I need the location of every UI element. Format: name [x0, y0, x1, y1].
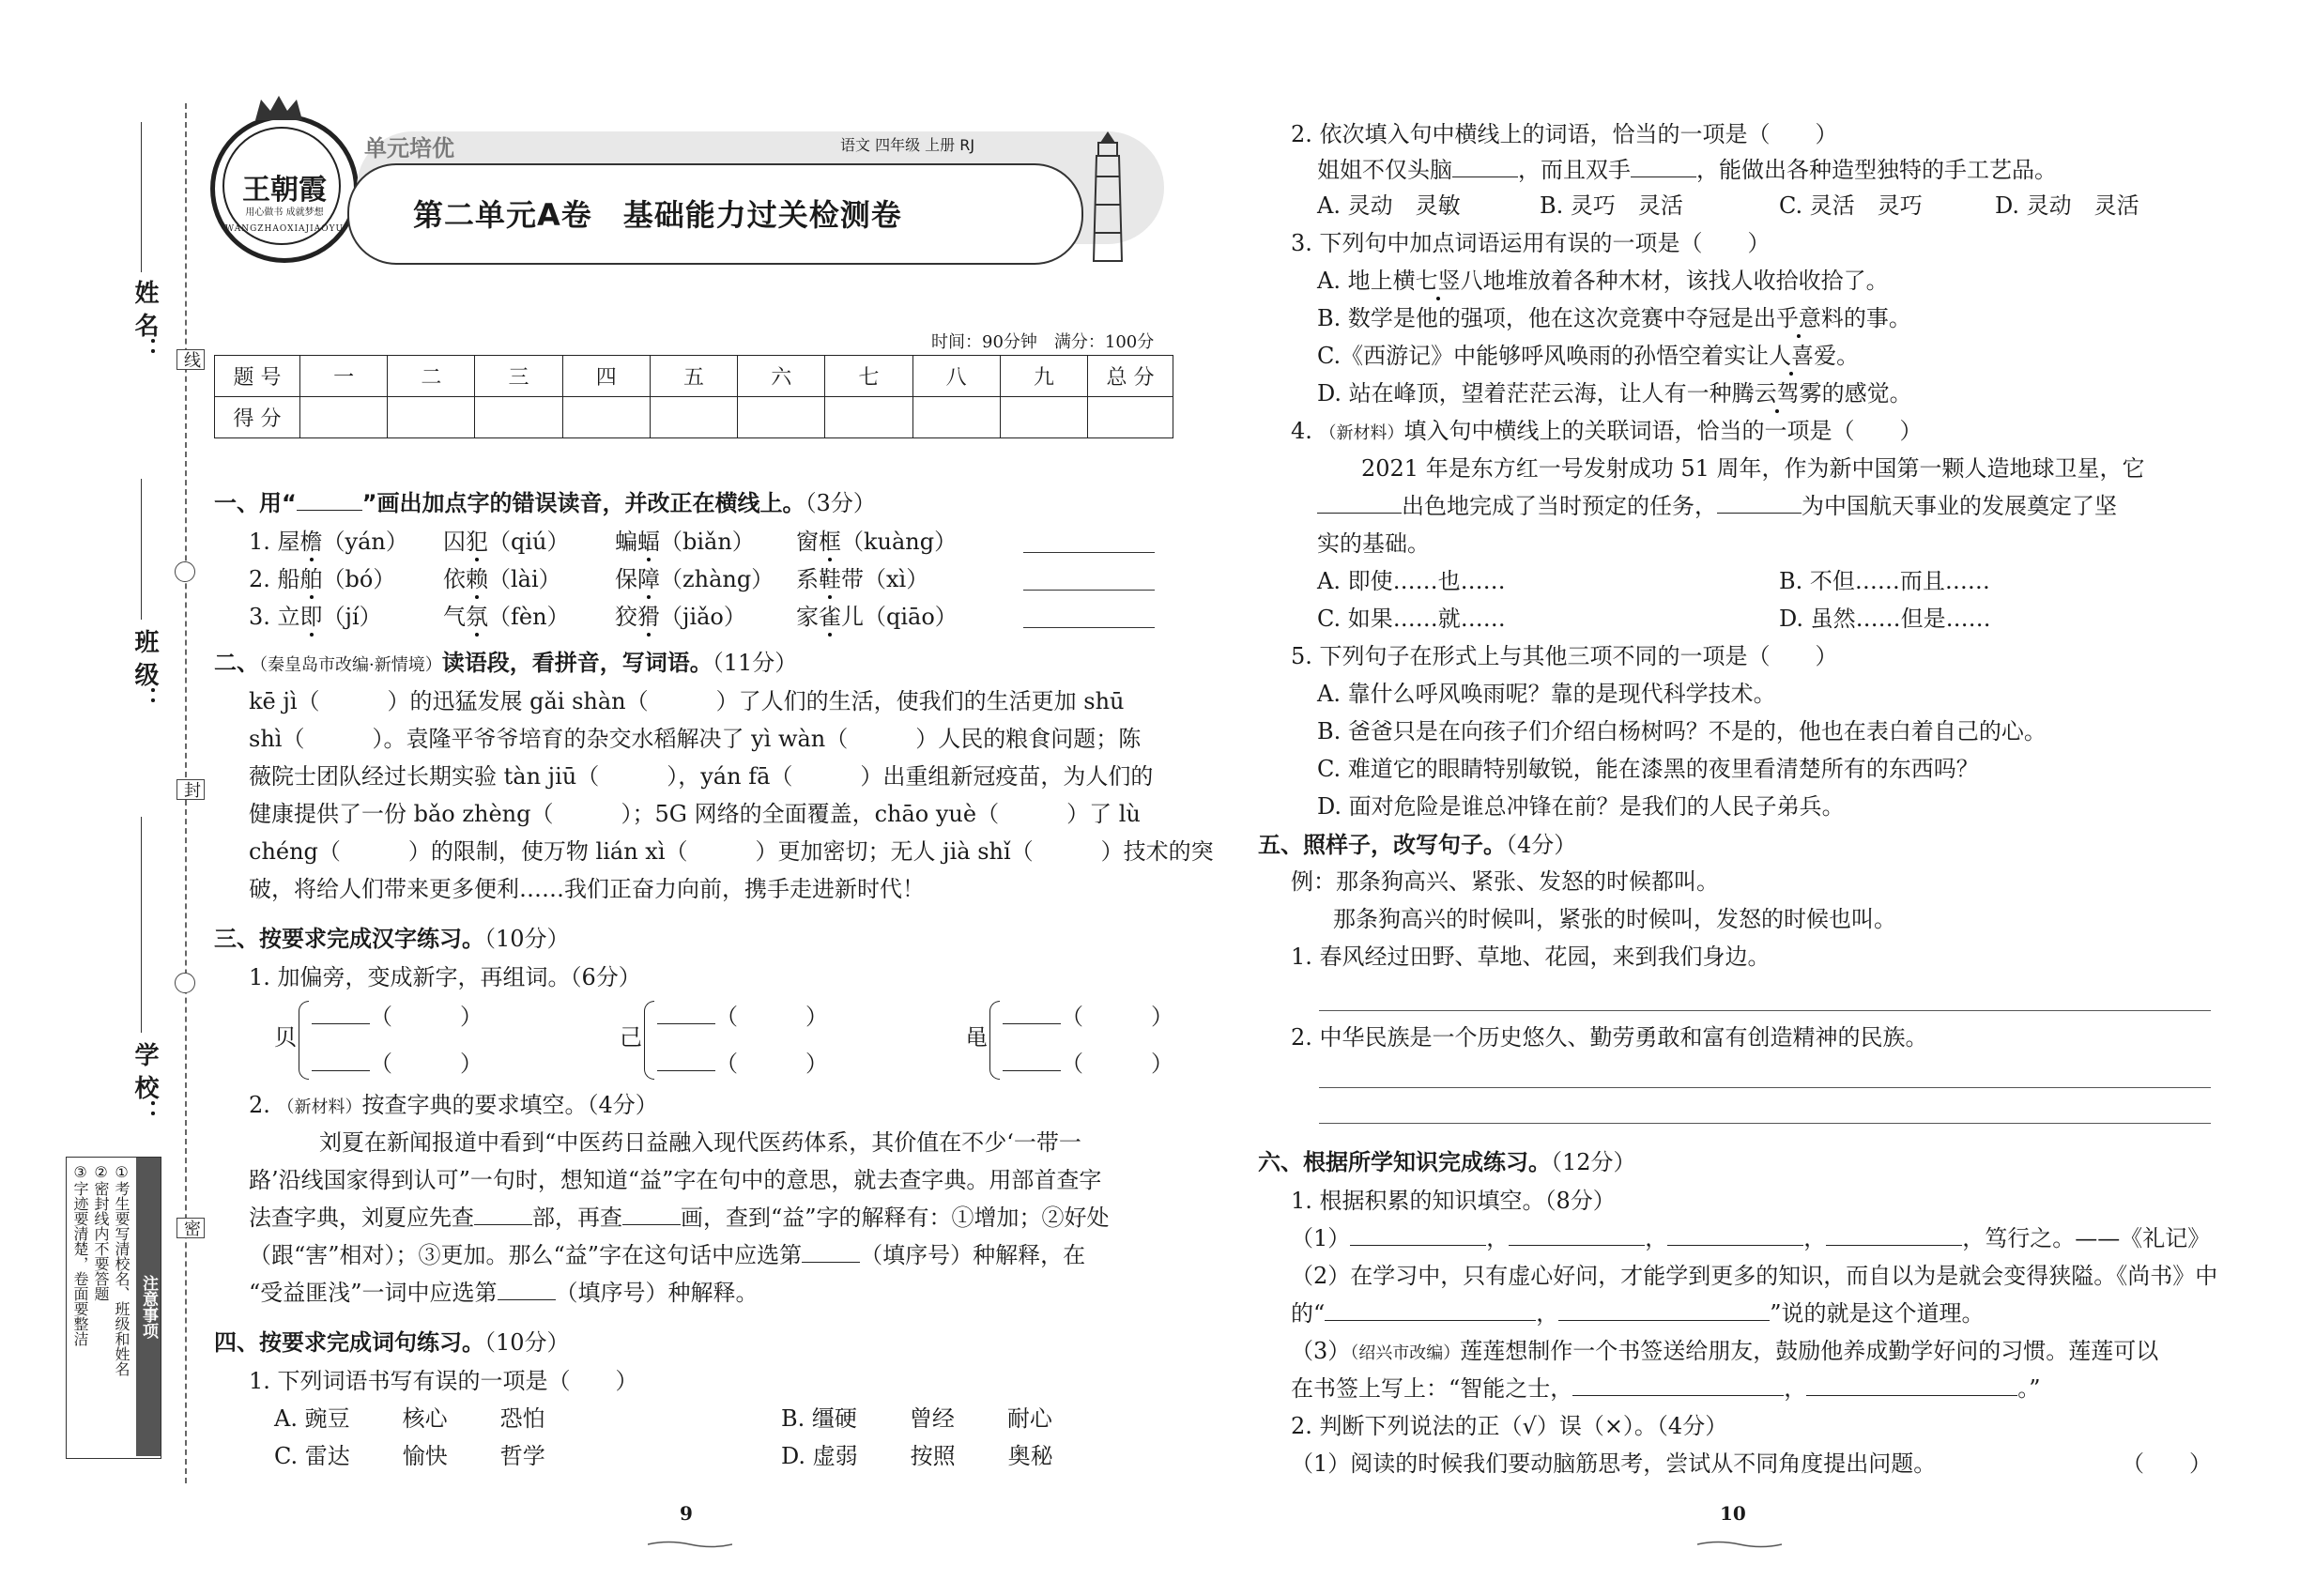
q6-sub2: 2. 判断下列说法的正（√）误（×）。（4分）	[1291, 1413, 1728, 1439]
q1-item: 气氛（fèn）	[443, 604, 570, 630]
q1-title: 一、用“ ”画出加点字的错误读音，并改正在横线上。（3分）	[214, 490, 876, 516]
q4-s4-option-d[interactable]: D. 虽然……但是……	[1779, 606, 1991, 632]
table-header-cell: 六	[738, 356, 825, 397]
q4-option-d[interactable]: D. 虚弱 按照 奥秘	[781, 1443, 1053, 1469]
table-header-cell: 八	[912, 356, 1000, 397]
q5-item: 1. 春风经过田野、草地、花园，来到我们身边。	[1291, 944, 1771, 970]
q4-option-b[interactable]: B. 缰硬 曾经 耐心	[781, 1405, 1052, 1432]
table-header-cell: 总 分	[1088, 356, 1173, 397]
binding-hole-icon	[175, 561, 195, 582]
q3-radical: 黾	[965, 1024, 988, 1051]
notes-title: 注意事项	[136, 1158, 161, 1456]
page-title: 第二单元A卷 基础能力过关检测卷	[413, 197, 902, 233]
q6-fill-2b: 的“ ， ”说的就是这个道理。	[1291, 1300, 1985, 1327]
q6-judge-answer[interactable]: （ ）	[2122, 1450, 2212, 1477]
q2-line: 破，将给人们带来更多便利……我们正奋力向前，携手走进新时代！	[249, 876, 925, 902]
q6-judge-1: （1）阅读的时候我们要动脑筋思考，尝试从不同角度提出问题。	[1291, 1450, 1937, 1477]
q4-s5-option[interactable]: A. 靠什么呼风唤雨呢？靠的是现代科学技术。	[1317, 681, 1776, 707]
logo-ring-text: WANGZHAOXIAJIAOYU	[224, 224, 345, 234]
q4-s4-option-c[interactable]: C. 如果……就……	[1317, 606, 1506, 632]
q1-item: 系鞋带（xì）	[796, 566, 929, 592]
score-cell[interactable]	[388, 397, 475, 438]
q4-s5-option[interactable]: D. 面对危险是谁总冲锋在前？是我们的人民子弟兵。	[1317, 793, 1845, 820]
q4-s4-option-b[interactable]: B. 不但……而且……	[1779, 568, 1990, 594]
q1-item: 家雀儿（qiāo）	[796, 604, 958, 630]
cut-mark-secret: 密	[176, 1218, 205, 1238]
class-field[interactable]	[141, 479, 142, 620]
binding-hole-icon	[175, 973, 195, 993]
q4-s2-option-a[interactable]: A. 灵动 灵敏	[1317, 192, 1461, 219]
score-cell[interactable]	[475, 397, 562, 438]
q4-sub2: 2. 依次填入句中横线上的词语，恰当的一项是（ ）	[1291, 121, 1838, 147]
q3-fill-row: （ ）	[1003, 1003, 1173, 1031]
q3-para-line: （跟“害”相对）；③更加。那么“益”字在这句话中应选第 （填序号）种解释，在	[249, 1242, 1086, 1268]
score-cell[interactable]	[650, 397, 737, 438]
table-header-cell: 五	[650, 356, 737, 397]
q3-brace	[644, 1001, 654, 1080]
q4-sub5: 5. 下列句子在形式上与其他三项不同的一项是（ ）	[1291, 643, 1838, 669]
name-label: 姓 名：	[130, 280, 159, 362]
q6-fill-3: （3）（绍兴市改编）莲莲想制作一个书签送给朋友，鼓励他养成勤学好问的习惯。莲莲可以	[1291, 1338, 2159, 1364]
q3-radical: 贝	[274, 1024, 297, 1051]
q5-answer-line[interactable]	[1319, 1123, 2211, 1124]
q4-s4-line: 2021 年是东方红一号发射成功 51 周年，作为新中国第一颗人造地球卫星，它	[1361, 455, 2145, 482]
notes-box	[66, 1157, 161, 1459]
q3-brace	[299, 1001, 309, 1080]
exam-info: 时间：90分钟 满分：100分	[931, 332, 1155, 352]
q4-s3-option[interactable]: A. 地上横七竖八地堆放着各种木材，该找人收拾收拾了。	[1317, 268, 1889, 294]
q3-para-line: “受益匪浅”一词中应选第 （填序号）种解释。	[249, 1280, 759, 1306]
q4-s5-option[interactable]: B. 爸爸只是在向孩子们介绍白杨树吗？不是的，他也在表白着自己的心。	[1317, 718, 2047, 744]
q6-fill-2: （2）在学习中，只有虚心好问，才能学到更多的知识，而自以为是就会变得狭隘。《尚书》中	[1291, 1263, 2218, 1289]
q6-fill-1: （1） ， ， ， ，笃行之。——《礼记》	[1291, 1225, 2211, 1251]
q2-line: 健康提供了一份 bǎo zhèng（ ）；5G 网络的全面覆盖，chāo yuè（ ）了 lù	[249, 801, 1141, 827]
cut-mark-seal: 封	[176, 779, 205, 800]
note-item: ③字迹要清楚，卷面要整洁	[71, 1163, 89, 1346]
q4-s2-option-c[interactable]: C. 灵活 灵巧	[1779, 192, 1923, 219]
page-number-right: 10	[1720, 1502, 1746, 1525]
q3-para-line: 刘夏在新闻报道中看到“中医药日益融入现代医药体系，其价值在不少‘一带一	[319, 1129, 1081, 1156]
q1-answer-line[interactable]	[1023, 552, 1155, 553]
q5-item: 2. 中华民族是一个历史悠久、勤劳勇敢和富有创造精神的民族。	[1291, 1024, 1928, 1051]
q4-option-a[interactable]: A. 豌豆 核心 恐怕	[274, 1405, 545, 1432]
q1-item: 蝙蝠（biǎn）	[615, 529, 755, 555]
q3-fill-row: （ ）	[312, 1050, 483, 1078]
school-field[interactable]	[141, 817, 142, 1033]
q1-row: 2. 船舶（bó）	[249, 566, 396, 592]
note-item: ①考生要写清校名、班级和姓名	[113, 1163, 130, 1376]
score-header-row	[215, 356, 1173, 397]
q1-item: 依赖（lài）	[443, 566, 561, 592]
q5-example: 那条狗高兴的时候叫，紧张的时候叫，发怒的时候也叫。	[1333, 906, 1896, 932]
publisher-logo	[210, 115, 359, 263]
q2-line: shì（ ）。袁隆平爷爷培育的杂交水稻解决了 yì wàn（ ）人民的粮食问题；陈	[249, 726, 1142, 752]
logo-text: 王朝霞	[242, 174, 327, 207]
q2-line: chéng（ ）的限制，使万物 lián xì（ ）更加密切；无人 jià shǐ（ ）技术的突	[249, 838, 1214, 865]
q4-s5-option[interactable]: C. 难道它的眼睛特别敏锐，能在漆黑的夜里看清楚所有的东西吗？	[1317, 756, 1979, 782]
table-header-cell: 九	[1000, 356, 1087, 397]
q2-line: kē jì（ ）的迅猛发展 gǎi shàn（ ）了人们的生活，使我们的生活更加 shū	[249, 688, 1125, 714]
cut-mark-line: 线	[176, 349, 205, 370]
q6-title: 六、根据所学知识完成练习。（12分）	[1258, 1149, 1636, 1175]
unit-tag: 单元培优	[364, 135, 454, 161]
page-ornament-icon	[1697, 1528, 1782, 1538]
table-header-cell: 七	[825, 356, 912, 397]
q1-item: 窗框（kuàng）	[796, 529, 958, 555]
q5-answer-line[interactable]	[1319, 1010, 2211, 1011]
score-cell[interactable]	[300, 397, 388, 438]
page-number-left: 9	[680, 1502, 693, 1525]
q6-sub1: 1. 根据积累的知识填空。（8分）	[1291, 1188, 1616, 1214]
q3-sub1: 1. 加偏旁，变成新字，再组词。（6分）	[249, 964, 641, 990]
q4-sub4: 4. （新材料）填入句中横线上的关联词语，恰当的一项是（ ）	[1291, 418, 1923, 444]
q2-title: 二、（秦皇岛市改编·新情境）读语段，看拼音，写词语。（11分）	[214, 650, 798, 676]
score-row-label: 得 分	[215, 397, 300, 438]
q1-row: 3. 立即（jí）	[249, 604, 382, 630]
q5-example: 例：那条狗高兴、紧张、发怒的时候都叫。	[1291, 868, 1719, 895]
score-table	[214, 355, 1173, 438]
q1-row: 1. 屋檐（yán）	[249, 529, 408, 555]
score-cell[interactable]	[1000, 397, 1087, 438]
note-item: ②密封线内不要答题	[92, 1163, 110, 1301]
lighthouse-icon	[1084, 130, 1131, 270]
q3-sub2: 2. （新材料）按查字典的要求填空。（4分）	[249, 1092, 658, 1118]
q4-s2-option-d[interactable]: D. 灵动 灵活	[1995, 192, 2139, 219]
score-cell[interactable]	[738, 397, 825, 438]
score-cell[interactable]	[912, 397, 1000, 438]
school-label: 学 校：	[130, 1042, 159, 1125]
q4-s3-option[interactable]: D. 站在峰顶，望着茫茫云海，让人有一种腾云驾雾的感觉。	[1317, 380, 1912, 407]
table-header-cell: 二	[388, 356, 475, 397]
q3-fill-row: （ ）	[657, 1050, 828, 1078]
q3-radical: 己	[620, 1024, 642, 1051]
q1-item: 囚犯（qiú）	[443, 529, 570, 555]
table-header-cell: 题 号	[215, 356, 300, 397]
q1-item: 保障（zhàng）	[615, 566, 774, 592]
book-meta: 语文 四年级 上册 RJ	[840, 136, 975, 154]
q1-answer-line[interactable]	[1023, 590, 1155, 591]
q4-s4-option-a[interactable]: A. 即使……也……	[1317, 568, 1506, 594]
q3-para-line: 法查字典，刘夏应先查 部，再查 画，查到“益”字的解释有：①增加；②好处	[249, 1205, 1110, 1231]
q4-s2-option-b[interactable]: B. 灵巧 灵活	[1540, 192, 1683, 219]
class-label: 班 级：	[130, 629, 159, 712]
table-header-cell: 四	[562, 356, 650, 397]
q4-s3-option[interactable]: C.《西游记》中能够呼风唤雨的孙悟空着实让人喜爱。	[1317, 343, 1860, 369]
q3-fill-row: （ ）	[657, 1003, 828, 1031]
q5-title: 五、照样子，改写句子。（4分）	[1258, 832, 1577, 858]
table-header-cell: 一	[300, 356, 388, 397]
q3-fill-row: （ ）	[1003, 1050, 1173, 1078]
q4-s2-sentence: 姐姐不仅头脑 ，而且双手 ，能做出各种造型独特的手工艺品。	[1317, 157, 2057, 183]
q1-answer-line[interactable]	[1023, 627, 1155, 628]
q4-sub3: 3. 下列句中加点词语运用有误的一项是（ ）	[1291, 230, 1771, 256]
q4-sub1: 1. 下列词语书写有误的一项是（ ）	[249, 1368, 638, 1394]
q3-para-line: 路’沿线国家得到认可”一句时，想知道“益”字在句中的意思，就去查字典。用部首查字	[249, 1167, 1102, 1193]
crown-icon	[253, 94, 304, 122]
table-header-cell: 三	[475, 356, 562, 397]
q5-answer-line[interactable]	[1319, 1087, 2211, 1088]
score-cell[interactable]	[825, 397, 912, 438]
q3-brace	[989, 1001, 1000, 1080]
logo-slogan: 用心做书 成就梦想	[245, 207, 324, 218]
q3-title: 三、按要求完成汉字练习。（10分）	[214, 926, 570, 952]
score-row	[215, 397, 1173, 438]
score-cell[interactable]	[1088, 397, 1173, 438]
score-cell[interactable]	[562, 397, 650, 438]
q3-fill-row: （ ）	[312, 1003, 483, 1031]
q4-option-c[interactable]: C. 雷达 愉快 哲学	[274, 1443, 545, 1469]
q4-s4-line: 出色地完成了当时预定的任务， 为中国航天事业的发展奠定了坚	[1317, 492, 2117, 520]
q1-item: 狡猾（jiǎo）	[615, 604, 746, 630]
q4-s3-option[interactable]: B. 数学是他的强项，他在这次竞赛中夺冠是出乎意料的事。	[1317, 305, 1911, 331]
q4-s4-line: 实的基础。	[1317, 530, 1430, 557]
page-ornament-icon	[648, 1528, 732, 1538]
name-field[interactable]	[141, 122, 142, 272]
q2-line: 薇院士团队经过长期实验 tàn jiū（ ），yán fā（ ）出重组新冠疫苗，为人们的	[249, 763, 1154, 790]
q4-title: 四、按要求完成词句练习。（10分）	[214, 1329, 570, 1356]
q6-fill-3b: 在书签上写上：“智能之士， ， 。”	[1291, 1375, 2041, 1402]
